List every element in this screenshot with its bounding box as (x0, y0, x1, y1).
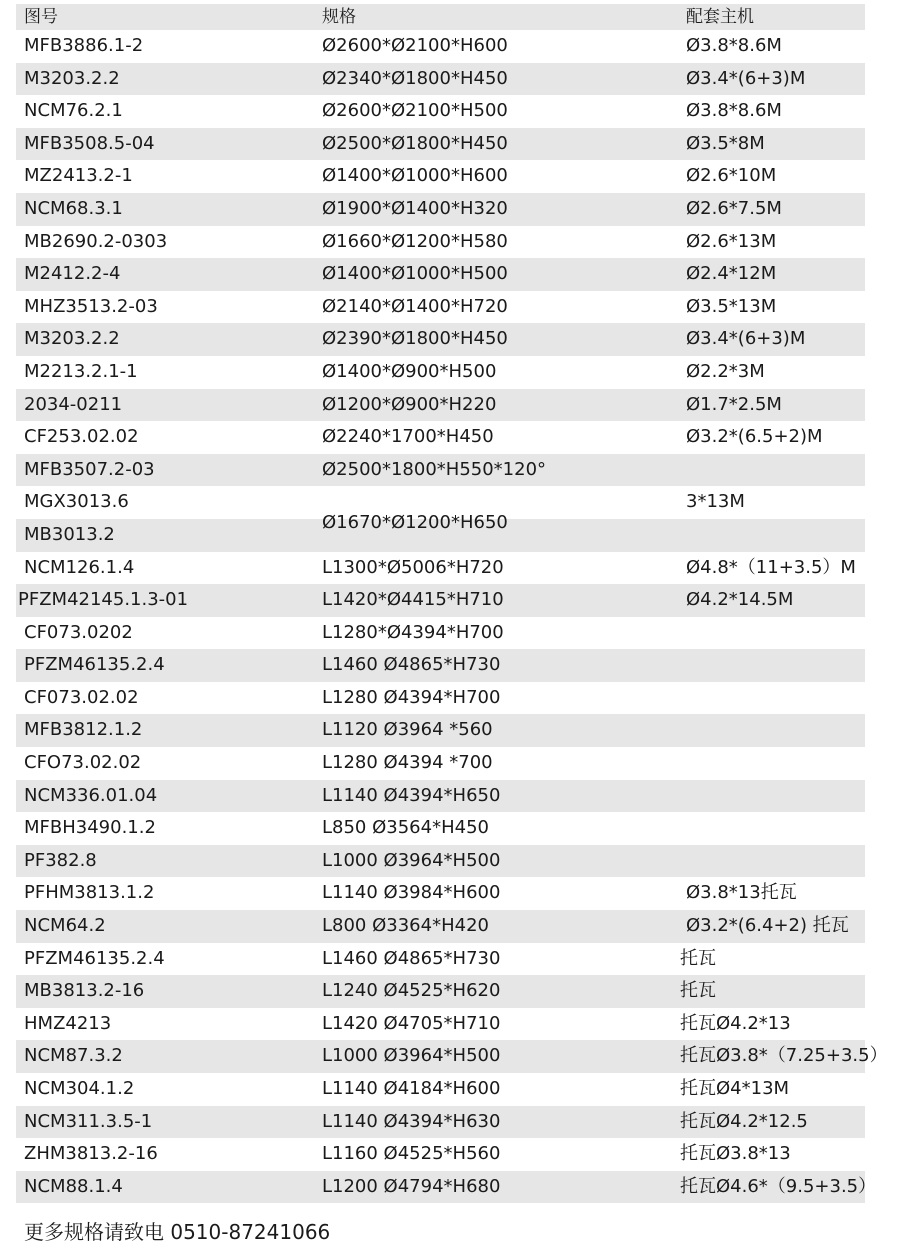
cell-spec: L1420*Ø4415*H710 (322, 589, 504, 611)
cell-spec: Ø2340*Ø1800*H450 (322, 67, 508, 89)
cell-spec: L1460 Ø4865*H730 (322, 654, 501, 676)
cell-machine: Ø3.2*(6.4+2) 托瓦 (686, 915, 849, 937)
cell-machine: Ø2.6*13M (686, 230, 777, 252)
table-row (16, 95, 865, 128)
cell-spec: L1000 Ø3964*H500 (322, 1045, 501, 1067)
cell-spec: Ø1900*Ø1400*H320 (322, 197, 508, 219)
table-row (16, 877, 865, 910)
table-row (16, 193, 865, 226)
table-row (16, 812, 865, 845)
cell-machine: Ø2.2*3M (686, 360, 765, 382)
table-row (16, 682, 865, 715)
cell-drawing-no: MB2690.2-0303 (24, 230, 168, 252)
table-row (16, 356, 865, 389)
cell-spec: L1120 Ø3964 *560 (322, 719, 493, 741)
table-row (16, 910, 865, 943)
cell-spec: L1240 Ø4525*H620 (322, 980, 501, 1002)
cell-spec: L1000 Ø3964*H500 (322, 849, 501, 871)
cell-machine: 托瓦Ø4*13M (680, 1078, 790, 1099)
cell-drawing-no: ZHM3813.2-16 (24, 1143, 158, 1165)
cell-spec: Ø2600*Ø2100*H500 (322, 100, 508, 122)
cell-spec: Ø2140*Ø1400*H720 (322, 295, 508, 317)
table-row (16, 943, 865, 976)
table-row (16, 454, 865, 487)
cell-machine: Ø3.5*8M (686, 132, 765, 154)
cell-spec: L850 Ø3564*H450 (322, 817, 489, 839)
table-row (16, 617, 865, 650)
cell-drawing-no: M3203.2.2 (24, 328, 120, 350)
cell-drawing-no: PFZM46135.2.4 (24, 654, 165, 676)
cell-machine: Ø3.2*(6.5+2)M (686, 426, 823, 448)
header-machine: 配套主机 (686, 7, 754, 27)
cell-spec: L1420 Ø4705*H710 (322, 1012, 501, 1034)
cell-spec: Ø1400*Ø1000*H500 (322, 263, 508, 285)
table-row (16, 421, 865, 454)
cell-machine: 托瓦Ø3.8*13 (680, 1143, 791, 1165)
cell-drawing-no: CF073.0202 (24, 621, 133, 643)
cell-spec: L1200 Ø4794*H680 (322, 1175, 501, 1197)
table-row (16, 747, 865, 780)
cell-machine: 托瓦Ø4.2*13 (680, 1012, 791, 1034)
cell-drawing-no: HMZ4213 (24, 1012, 112, 1034)
cell-machine: 托瓦Ø4.2*12.5 (680, 1110, 808, 1132)
cell-drawing-no: MHZ3513.2-03 (24, 295, 158, 317)
cell-drawing-no: 2034-0211 (24, 393, 123, 415)
cell-drawing-no: NCM88.1.4 (24, 1175, 123, 1197)
cell-drawing-no: NCM87.3.2 (24, 1045, 123, 1067)
cell-machine: Ø2.4*12M (686, 263, 777, 285)
table-row (16, 30, 865, 63)
table-row (16, 1106, 865, 1139)
cell-spec: L1280*Ø4394*H700 (322, 621, 504, 643)
cell-drawing-no: CF073.02.02 (24, 686, 139, 708)
cell-drawing-no: PFZM42145.1.3-01 (18, 589, 189, 611)
cell-drawing-no: MZ2413.2-1 (24, 165, 133, 187)
cell-machine: Ø3.8*13托瓦 (686, 882, 797, 904)
table-row (16, 291, 865, 324)
contact-footer: 更多规格请致电 0510-87241066 (24, 1220, 331, 1244)
cell-machine: Ø2.6*7.5M (686, 197, 782, 219)
cell-spec: Ø2240*1700*H450 (322, 426, 494, 448)
table-header (16, 4, 865, 30)
table-row (16, 258, 865, 291)
cell-drawing-no: MFBH3490.1.2 (24, 817, 156, 839)
table-row (16, 1171, 877, 1204)
cell-machine: 托瓦Ø4.6*（9.5+3.5） (680, 1175, 877, 1197)
cell-spec: L1140 Ø3984*H600 (322, 882, 501, 904)
cell-drawing-no: M3203.2.2 (24, 67, 120, 89)
cell-machine: 托瓦Ø3.8*（7.25+3.5） (680, 1045, 888, 1067)
cell-drawing-no: NCM68.3.1 (24, 197, 123, 219)
table-row (16, 552, 865, 585)
cell-drawing-no: PF382.8 (24, 849, 97, 871)
cell-spec: L1140 Ø4394*H650 (322, 784, 501, 806)
cell-drawing-no: MFB3886.1-2 (24, 35, 144, 56)
table-row (16, 160, 865, 193)
table-row (16, 975, 865, 1008)
spec-table (16, 4, 888, 1203)
cell-drawing-no: MB3013.2 (24, 523, 115, 545)
table-row (16, 389, 865, 422)
cell-spec: Ø2500*1800*H550*120° (322, 458, 547, 480)
cell-drawing-no: MFB3812.1.2 (24, 719, 143, 741)
table-row (16, 226, 865, 259)
cell-machine: 托瓦 (680, 947, 716, 969)
cell-spec: Ø1400*Ø900*H500 (322, 360, 497, 382)
cell-drawing-no: NCM76.2.1 (24, 100, 123, 122)
cell-machine: Ø3.8*8.6M (686, 100, 782, 122)
cell-machine: Ø3.5*13M (686, 295, 777, 317)
table-row (16, 845, 865, 878)
table-row (16, 63, 865, 96)
cell-drawing-no: CFO73.02.02 (24, 752, 142, 774)
cell-drawing-no: MFB3507.2-03 (24, 458, 155, 480)
cell-drawing-no: MGX3013.6 (24, 491, 129, 513)
cell-machine: Ø4.8*（11+3.5）M (686, 556, 856, 578)
cell-drawing-no: NCM336.01.04 (24, 784, 158, 806)
cell-machine: Ø3.4*(6+3)M (686, 67, 806, 89)
table-row (16, 1008, 865, 1041)
cell-drawing-no: NCM311.3.5-1 (24, 1110, 153, 1132)
cell-drawing-no: PFZM46135.2.4 (24, 947, 165, 969)
header-drawing-no: 图号 (24, 7, 58, 27)
cell-spec: Ø1200*Ø900*H220 (322, 393, 497, 415)
table-row (16, 649, 865, 682)
cell-spec: Ø2600*Ø2100*H600 (322, 35, 508, 56)
cell-drawing-no: M2412.2-4 (24, 263, 121, 285)
table-row (16, 1138, 865, 1171)
cell-machine: 托瓦 (680, 980, 716, 1002)
cell-drawing-no: CF253.02.02 (24, 426, 139, 448)
cell-spec: L1280 Ø4394 *700 (322, 752, 493, 774)
cell-spec: Ø1660*Ø1200*H580 (322, 230, 508, 252)
cell-spec: L1280 Ø4394*H700 (322, 686, 501, 708)
cell-machine: Ø3.8*8.6M (686, 35, 782, 56)
cell-machine: Ø2.6*10M (686, 165, 777, 187)
merged-spec-cell: Ø1670*Ø1200*H650 (322, 512, 508, 533)
cell-spec: L1460 Ø4865*H730 (322, 947, 501, 969)
cell-spec: L800 Ø3364*H420 (322, 915, 489, 937)
cell-drawing-no: M2213.2.1-1 (24, 360, 138, 382)
cell-drawing-no: MFB3508.5-04 (24, 132, 155, 154)
cell-machine: Ø1.7*2.5M (686, 393, 782, 415)
cell-spec: L1140 Ø4184*H600 (322, 1078, 501, 1099)
table-row (16, 584, 865, 617)
table-row (16, 780, 865, 813)
cell-spec: Ø1400*Ø1000*H600 (322, 165, 508, 187)
cell-machine: Ø4.2*14.5M (686, 589, 794, 611)
cell-drawing-no: MB3813.2-16 (24, 980, 145, 1002)
cell-drawing-no: NCM64.2 (24, 915, 106, 937)
cell-spec: L1140 Ø4394*H630 (322, 1110, 501, 1132)
table-row (16, 323, 865, 356)
cell-drawing-no: NCM304.1.2 (24, 1078, 135, 1099)
cell-drawing-no: PFHM3813.1.2 (24, 882, 155, 904)
cell-spec: Ø2500*Ø1800*H450 (322, 132, 508, 154)
table-row (16, 128, 865, 161)
cell-spec: L1160 Ø4525*H560 (322, 1143, 501, 1165)
table-row (16, 714, 865, 747)
cell-machine: 3*13M (686, 491, 745, 513)
cell-spec: Ø2390*Ø1800*H450 (322, 328, 508, 350)
cell-spec: L1300*Ø5006*H720 (322, 556, 504, 578)
table-row (16, 1073, 865, 1106)
header-spec: 规格 (322, 7, 356, 27)
table-row (16, 1040, 888, 1073)
cell-drawing-no: NCM126.1.4 (24, 556, 135, 578)
cell-machine: Ø3.4*(6+3)M (686, 328, 806, 350)
